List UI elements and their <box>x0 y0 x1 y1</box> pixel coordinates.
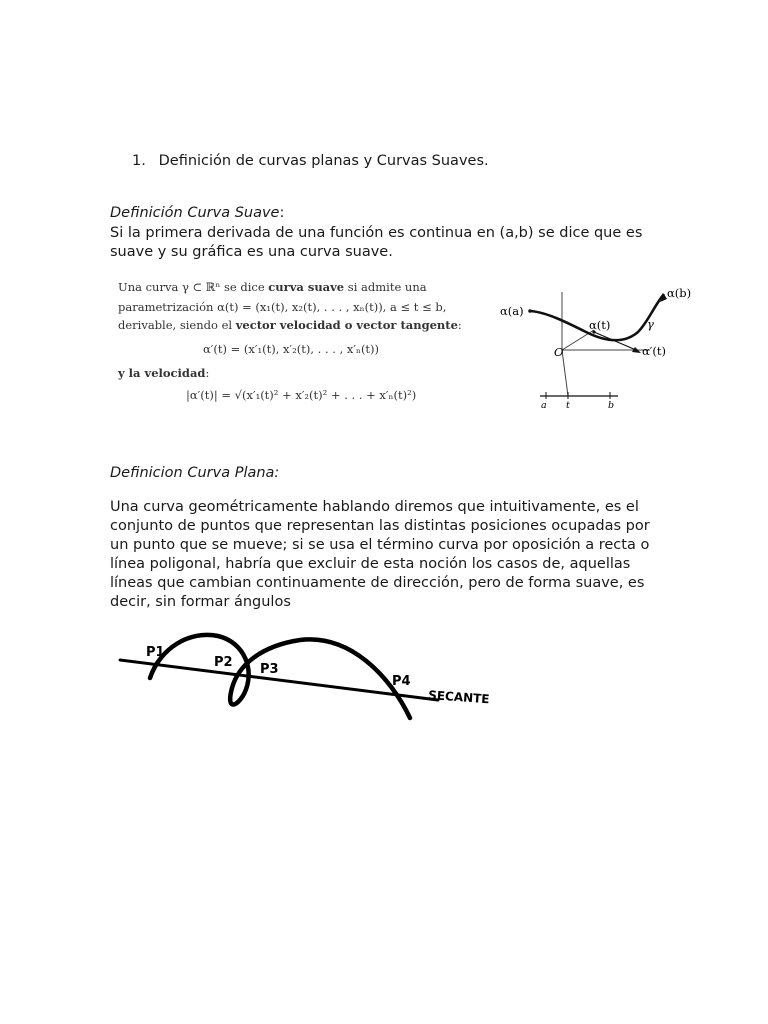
label-p4: P4 <box>392 674 411 689</box>
math-line-5-colon: : <box>205 366 210 380</box>
label-alpha-b: α(b) <box>667 286 692 300</box>
label-gamma: γ <box>647 317 654 331</box>
label-secante: SECANTE <box>427 688 490 707</box>
math-line-6: |α′(t)| = √(x′₁(t)² + x′₂(t)² + . . . + x′ₙ(t)²) <box>186 388 417 402</box>
label-alpha-prime-t: α′(t) <box>642 344 666 358</box>
section-heading <box>132 153 489 169</box>
math-line-2: parametrización α(t) = (x₁(t), x₂(t), . . . , xₙ(t)), a ≤ t ≤ b, <box>118 300 447 314</box>
label-b: b <box>608 400 615 411</box>
label-alpha-a: α(a) <box>500 304 524 318</box>
math-line-3 <box>118 318 462 332</box>
smooth-curve-title <box>110 205 284 221</box>
label-t: t <box>566 400 570 411</box>
math-line-1 <box>118 280 427 294</box>
hand-drawn-curve <box>150 635 410 718</box>
label-a: a <box>541 400 547 411</box>
math-line-5-bold: y la velocidad <box>118 366 206 380</box>
plane-curve-title: Definicion Curva Plana: <box>110 465 280 481</box>
label-p3: P3 <box>260 662 279 677</box>
math-line-5 <box>118 366 209 380</box>
label-p2: P2 <box>214 655 233 670</box>
math-line-3-a: derivable, siendo el <box>118 318 236 332</box>
smooth-curve-paragraph: Si la primera derivada de una función es continua en (a,b) se dice que es suave y su gráfica es una curva suave. <box>110 225 643 260</box>
label-origin: O <box>554 345 564 359</box>
smooth-curve-title-text: Definición Curva Suave <box>110 205 280 221</box>
smooth-curve-title-colon: : <box>279 205 285 221</box>
math-line-1-c: si admite una <box>344 280 427 294</box>
heading-text: Definición de curvas planas y Curvas Suaves. <box>158 153 489 169</box>
math-line-3-bold: vector velocidad o vector tangente <box>235 318 458 332</box>
secant-sketch <box>110 628 510 728</box>
parametric-curve-diagram <box>496 278 702 412</box>
math-line-1-a: Una curva γ ⊂ ℝⁿ se dice <box>118 280 269 294</box>
label-alpha-t: α(t) <box>589 318 611 332</box>
math-line-1-bold: curva suave <box>268 280 345 294</box>
plane-curve-paragraph: Una curva geométricamente hablando diremos que intuitivamente, es el conjunto de puntos que representan las distintas posiciones ocupadas por un punto que se mueve; si se usa el término curva por oposición a recta o línea poligonal, habría que excluir de esta noción los casos de, aquellas líneas que cambian continuamente de dirección, pero de forma suave, es decir, sin formar ángulos <box>110 499 650 610</box>
secant-line <box>120 660 438 700</box>
heading-number: 1. <box>132 153 146 169</box>
point-alpha-a <box>528 309 532 313</box>
label-p1: P1 <box>146 645 165 660</box>
math-line-3-c: : <box>457 318 462 332</box>
tangent-vector <box>594 332 636 350</box>
math-line-4: α′(t) = (x′₁(t), x′₂(t), . . . , x′ₙ(t)) <box>203 342 380 356</box>
math-definition-box <box>118 280 468 410</box>
